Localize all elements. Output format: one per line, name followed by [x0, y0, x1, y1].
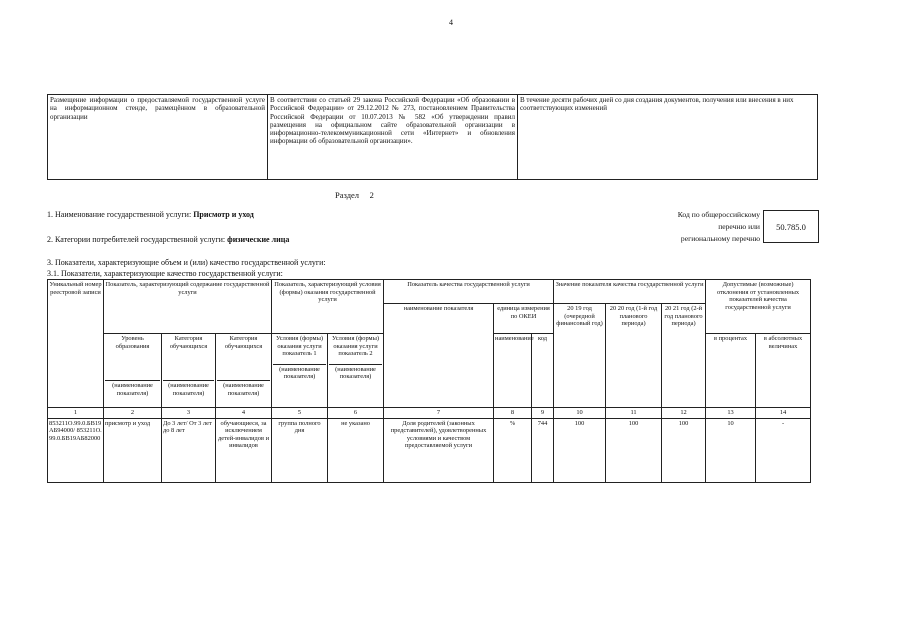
- cell-age: До 3 лет/ От 3 лет до 8 лет: [162, 418, 216, 482]
- cell-value-2019: 100: [554, 418, 606, 482]
- h-unit-code: код: [532, 334, 554, 408]
- col-num: 5: [272, 408, 328, 419]
- h-year1: 20 19 год (очередной финансовый год): [554, 304, 606, 408]
- col-num: 14: [756, 408, 811, 419]
- col-num: 12: [662, 408, 706, 419]
- h-quality: Показатель качества государственной услуги: [384, 280, 554, 304]
- cell-deviation-absolute: -: [756, 418, 811, 482]
- registry-code-box: 50.785.0: [763, 210, 819, 243]
- quality-indicators-table: [47, 279, 811, 483]
- col-num: 4: [216, 408, 272, 419]
- cell-category: обучающиеся, за исключением детей-инвалидов и инвалидов: [216, 418, 272, 482]
- h-c5: Условия (формы) оказания услуги показатель 2 (наименование показателя): [328, 334, 384, 408]
- col-num: 7: [384, 408, 494, 419]
- cell-unit-name: %: [494, 418, 532, 482]
- h-values: Значение показателя качества государственной услуги: [554, 280, 706, 304]
- col-num: 6: [328, 408, 384, 419]
- cell-deviation-percent: 10: [706, 418, 756, 482]
- col-num: 1: [48, 408, 104, 419]
- code-label-2: перечню или: [718, 222, 760, 231]
- h-percent: в процентах: [706, 334, 756, 408]
- cell-value-2021: 100: [662, 418, 706, 482]
- h-year3: 20 21 год (2-й год планового периода): [662, 304, 706, 408]
- col-num: 11: [606, 408, 662, 419]
- cell-value-2020: 100: [606, 418, 662, 482]
- cell-indicator: Доля родителей (законных представителей), удовлетворенных условиями и качеством предоставляемой услуги: [384, 418, 494, 482]
- h-indicator-name: наименование показателя: [384, 304, 494, 408]
- h-unit: единица измерения по ОКЕИ: [494, 304, 554, 334]
- h-c2: Категория обучающихся (наименование показателя): [162, 334, 216, 408]
- quality-heading: 3.1. Показатели, характеризующие качество государственной услуги:: [47, 269, 283, 278]
- placement-method-cell: Размещение информации о предоставляемой государственной услуге на информационном стенде, размещённом в образовательной организации: [48, 95, 268, 180]
- table-row: [48, 418, 811, 482]
- service-name-line: 1. Наименование государственной услуги: Присмотр и уход: [47, 210, 254, 219]
- consumers-line: 2. Категории потребителей государственной услуги: физические лица: [47, 235, 290, 244]
- cell-unit-code: 744: [532, 418, 554, 482]
- h-year2: 20 20 год (1-й год планового периода): [606, 304, 662, 408]
- cell-content: присмотр и уход: [104, 418, 162, 482]
- cell-form: группа полного дня: [272, 418, 328, 482]
- col-num: 2: [104, 408, 162, 419]
- h-unique: Уникальный номер реестровой записи: [48, 280, 104, 408]
- placement-frequency-cell: В течение десяти рабочих дней со дня создания документов, получения или внесения в них соответствующих изменений: [518, 95, 818, 180]
- page-number: 4: [449, 18, 453, 27]
- section-title: Раздел 2: [335, 190, 374, 200]
- cell-form-2: не указано: [328, 418, 384, 482]
- indicators-heading: 3. Показатели, характеризующие объем и (или) качество государственной услуги:: [47, 258, 326, 267]
- cell-registry-number: 853211О.99.0.БВ19АБ94000/ 853211О.99.0.БВ19АБ82000: [48, 418, 104, 482]
- h-conditions: Показатель, характеризующий условия (формы) оказания государственной услуги: [272, 280, 384, 334]
- col-num: 13: [706, 408, 756, 419]
- code-label-3: региональному перечню: [680, 234, 760, 243]
- placement-basis-cell: В соответствии со статьей 29 закона Российской Федерации «Об образовании в Российской Федерации» от 29.12.2012 № 273, постановлением Правительства Российской Федерации от 10.07.2013 № 582 «Об утверждении правил размещения на официальном сайте образовательной организации в информационно-телекоммуникационной сети «Интернет» и обновления информации об образовательной организации».: [268, 95, 518, 180]
- h-content: Показатель, характеризующий содержание государственной услуги: [104, 280, 272, 334]
- h-c4: Условия (формы) оказания услуги показатель 1 (наименование показателя): [272, 334, 328, 408]
- h-absolute: в абсолютных величинах: [756, 334, 811, 408]
- h-unit-name: наименование: [494, 334, 532, 408]
- h-c1: Уровень образования (наименование показателя): [104, 334, 162, 408]
- col-num: 3: [162, 408, 216, 419]
- h-c3: Категория обучающихся (наименование показателя): [216, 334, 272, 408]
- code-label-1: Код по общероссийскому: [677, 210, 760, 219]
- col-num: 9: [532, 408, 554, 419]
- h-deviation: Допустимые (возможные) отклонения от установленных показателей качества государственной услуги: [706, 280, 811, 334]
- col-num: 10: [554, 408, 606, 419]
- info-placement-table: [47, 94, 818, 180]
- col-num: 8: [494, 408, 532, 419]
